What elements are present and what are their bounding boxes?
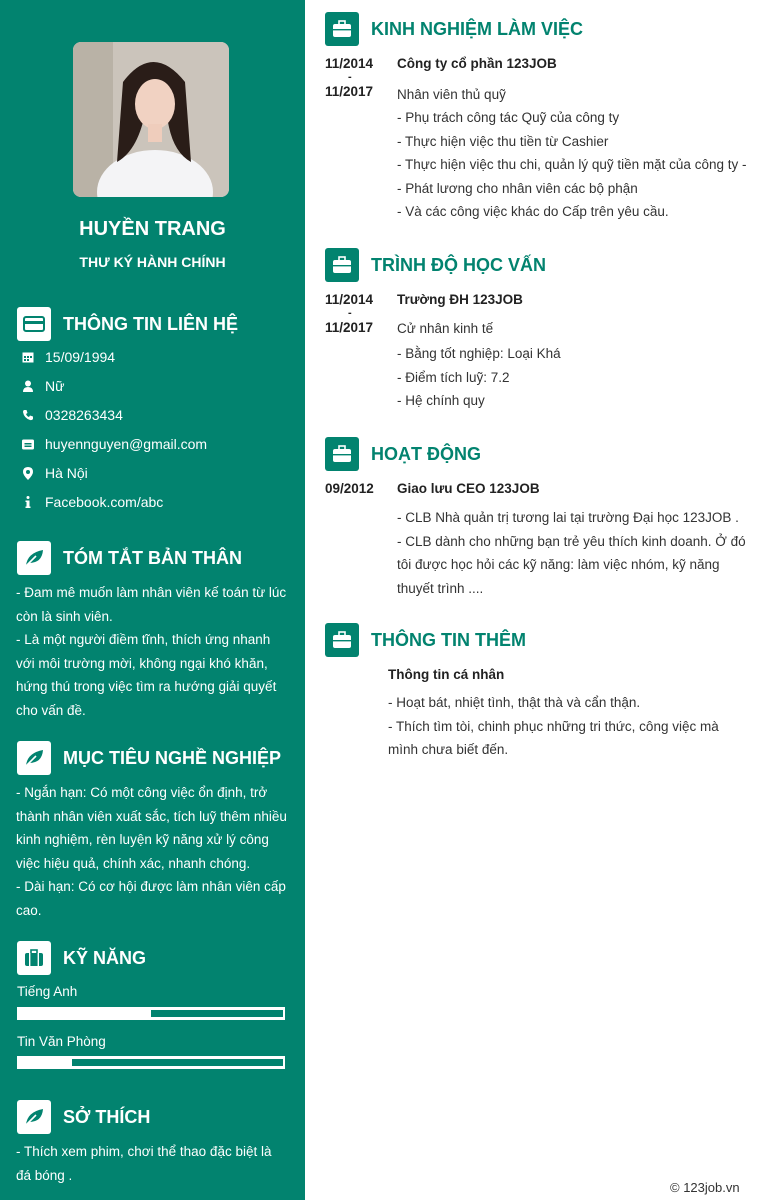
skill-bar	[17, 1007, 285, 1020]
summary-text	[16, 581, 288, 722]
contact-website[interactable]	[22, 494, 163, 510]
education-date-separator: -	[348, 307, 352, 319]
experience-bullet: - Thực hiện việc thu chi, quản lý quỹ tiền mặt của công ty -	[397, 157, 747, 172]
hobbies-heading: SỞ THÍCH	[63, 1106, 151, 1127]
skills-heading: KỸ NĂNG	[63, 947, 147, 968]
experience-date-to: 11/2017	[325, 84, 374, 99]
activities-bullet: - CLB Nhà quản trị tương lai tại trường Đại học 123JOB .	[397, 510, 739, 525]
contact-text: huyennguyen@gmail.com	[45, 436, 208, 452]
extra-bullet: - Thích tìm tòi, chinh phục những tri thức, công việc mà mình chưa biết đến.	[388, 718, 719, 757]
hobbies-line: - Thích xem phim, chơi thể thao đặc biệt là đá bóng .	[16, 1144, 272, 1183]
briefcase-icon	[325, 623, 359, 657]
extra-bullets	[388, 691, 748, 762]
education-organization: Trường ĐH 123JOB	[397, 292, 523, 307]
experience-organization: Công ty cổ phần 123JOB	[397, 56, 557, 71]
contact-heading: THÔNG TIN LIÊN HỆ	[63, 313, 238, 334]
info-icon	[22, 495, 34, 509]
contact-text: Facebook.com/abc	[45, 494, 164, 510]
contact-email[interactable]	[22, 436, 207, 452]
extra-heading: THÔNG TIN THÊM	[371, 629, 526, 650]
id-card-icon	[17, 307, 51, 341]
calendar-icon	[22, 350, 34, 364]
activities-bullets	[397, 506, 749, 600]
summary-line: - Là một người điềm tĩnh, thích ứng nhanh với môi trường mời, không ngại khó khăn, hứng thú trong việc tìm ra hướng giải quyết cho vấn đề.	[16, 632, 277, 718]
leaf-icon	[17, 741, 51, 775]
education-bullet: - Hệ chính quy	[397, 393, 485, 408]
goals-text	[16, 781, 288, 922]
leaf-icon	[17, 1100, 51, 1134]
contact-section-heading	[17, 307, 238, 341]
summary-section-heading	[17, 541, 242, 575]
briefcase-icon	[325, 248, 359, 282]
experience-section-heading	[325, 12, 583, 46]
goals-section-heading	[17, 741, 281, 775]
profile-photo	[73, 42, 229, 197]
sidebar	[0, 0, 305, 1200]
skill-name: Tiếng Anh	[17, 984, 78, 999]
experience-role: Nhân viên thủ quỹ	[397, 87, 506, 102]
contact-location	[22, 465, 88, 481]
skill-bar	[17, 1056, 285, 1069]
education-bullet: - Bằng tốt nghiệp: Loại Khá	[397, 346, 561, 361]
contact-text: 15/09/1994	[45, 349, 116, 365]
hobbies-text	[16, 1140, 288, 1187]
location-icon	[22, 466, 34, 480]
experience-date-from: 11/2014	[325, 56, 374, 71]
profile-name: HUYỀN TRANG	[79, 218, 226, 240]
leaf-icon	[17, 541, 51, 575]
contact-text: Hà Nội	[45, 465, 88, 481]
skill-name: Tin Văn Phòng	[17, 1034, 106, 1049]
summary-heading: TÓM TẮT BẢN THÂN	[63, 547, 242, 568]
briefcase-icon	[325, 12, 359, 46]
education-degree: Cử nhân kinh tế	[397, 321, 494, 336]
experience-bullets	[397, 106, 749, 224]
extra-section-heading	[325, 623, 526, 657]
activities-date: 09/2012	[325, 481, 374, 496]
summary-line: - Đam mê muốn làm nhân viên kế toán từ lúc còn là sinh viên.	[16, 585, 287, 624]
activities-bullet: - CLB dành cho những bạn trẻ yêu thích kinh doanh. Ở đó tôi được học hỏi các kỹ năng: làm việc nhóm, kỹ năng thuyết trình ....	[397, 533, 746, 596]
activities-organization: Giao lưu CEO 123JOB	[397, 481, 540, 496]
goals-heading: MỤC TIÊU NGHỀ NGHIỆP	[63, 747, 282, 768]
activities-section-heading	[325, 437, 481, 471]
experience-bullet: - Phát lương cho nhân viên các bộ phận	[397, 180, 638, 196]
skill-level-fill	[19, 1059, 72, 1066]
education-date-to: 11/2017	[325, 320, 374, 335]
footer-credit[interactable]: © 123job.vn	[670, 1180, 740, 1195]
experience-bullet: - Thực hiện việc thu tiền từ Cashier	[397, 133, 609, 149]
education-section-heading	[325, 248, 546, 282]
experience-heading: KINH NGHIỆM LÀM VIỆC	[371, 18, 584, 39]
goals-line: - Ngắn hạn: Có một công việc ổn định, trở thành nhân viên xuất sắc, tích luỹ thêm nhiều kinh nghiệm, rèn luyện kỹ năng xử lý công việc hiệu quả, chính xác, nhanh chóng.	[16, 785, 287, 871]
experience-bullet: - Và các công việc khác do Cấp trên yêu cầu.	[397, 204, 669, 219]
extra-subheading: Thông tin cá nhân	[388, 667, 505, 682]
person-icon	[22, 379, 34, 393]
skill-level-fill	[19, 1010, 151, 1017]
contact-birthdate	[22, 349, 115, 365]
experience-bullet: - Phụ trách công tác Quỹ của công ty	[397, 110, 620, 125]
education-date-from: 11/2014	[325, 292, 374, 307]
education-bullet: - Điểm tích luỹ: 7.2	[397, 369, 510, 385]
goals-line: - Dài hạn: Có cơ hội được làm nhân viên cấp cao.	[16, 879, 286, 918]
briefcase-icon	[325, 437, 359, 471]
contact-gender	[22, 378, 64, 394]
profile-title: THƯ KÝ HÀNH CHÍNH	[79, 254, 226, 270]
extra-bullet: - Hoạt bát, nhiệt tình, thật thà và cẩn thận.	[388, 695, 641, 710]
contact-phone[interactable]	[22, 407, 123, 423]
skills-section-heading	[17, 941, 146, 975]
activities-heading: HOẠT ĐỘNG	[371, 443, 481, 464]
email-icon	[22, 437, 34, 451]
experience-date-separator: -	[348, 71, 352, 83]
contact-text: Nữ	[45, 378, 65, 394]
briefcase-icon	[17, 941, 51, 975]
phone-icon	[22, 408, 34, 422]
education-heading: TRÌNH ĐỘ HỌC VẤN	[371, 254, 546, 275]
contact-text: 0328263434	[45, 407, 123, 423]
hobbies-section-heading	[17, 1100, 150, 1134]
education-bullets	[397, 342, 749, 413]
